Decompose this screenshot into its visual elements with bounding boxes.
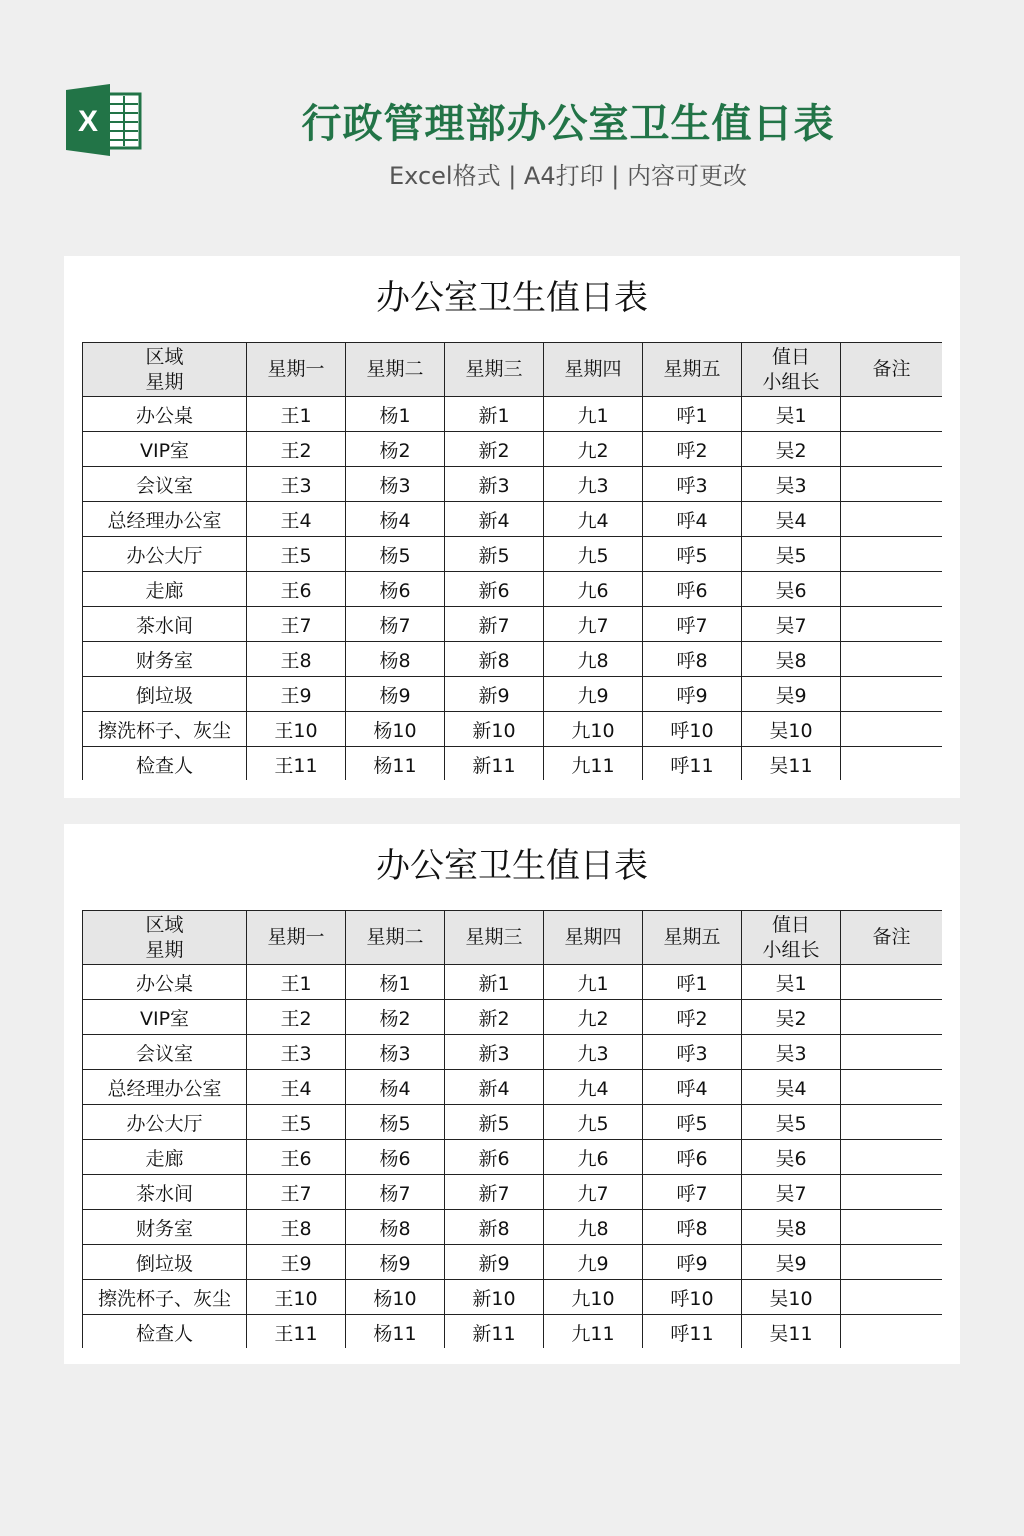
area-cell: 检查人 bbox=[83, 747, 247, 781]
friday-cell: 呼3 bbox=[643, 467, 742, 502]
tuesday-cell: 杨1 bbox=[346, 965, 445, 1000]
tuesday-cell: 杨5 bbox=[346, 537, 445, 572]
tuesday-cell: 杨7 bbox=[346, 1175, 445, 1210]
wednesday-cell: 新4 bbox=[445, 502, 544, 537]
friday-cell: 呼2 bbox=[643, 432, 742, 467]
monday-cell: 王1 bbox=[247, 965, 346, 1000]
page-subtitle: Excel格式 | A4打印 | 内容可更改 bbox=[389, 162, 747, 190]
monday-cell: 王1 bbox=[247, 397, 346, 432]
leader-label-bottom: 小组长 bbox=[762, 370, 820, 393]
notes-cell bbox=[841, 1280, 943, 1315]
notes-cell bbox=[841, 397, 943, 432]
table-row bbox=[83, 712, 943, 747]
notes-cell bbox=[841, 502, 943, 537]
friday-cell: 呼7 bbox=[643, 1175, 742, 1210]
table-body bbox=[83, 397, 943, 781]
header-monday: 星期一 bbox=[247, 911, 346, 965]
thursday-cell: 九4 bbox=[544, 502, 643, 537]
table-row bbox=[83, 467, 943, 502]
leader-cell: 吴10 bbox=[742, 712, 841, 747]
area-cell: 检查人 bbox=[83, 1315, 247, 1349]
monday-cell: 王8 bbox=[247, 1210, 346, 1245]
wednesday-cell: 新5 bbox=[445, 1105, 544, 1140]
monday-cell: 王10 bbox=[247, 1280, 346, 1315]
thursday-cell: 九9 bbox=[544, 1245, 643, 1280]
notes-cell bbox=[841, 677, 943, 712]
tuesday-cell: 杨4 bbox=[346, 1070, 445, 1105]
leader-cell: 吴8 bbox=[742, 642, 841, 677]
tuesday-cell: 杨10 bbox=[346, 712, 445, 747]
header-corner-cell bbox=[83, 911, 247, 965]
thursday-cell: 九2 bbox=[544, 1000, 643, 1035]
table-row bbox=[83, 1280, 943, 1315]
table-row bbox=[83, 1000, 943, 1035]
wednesday-cell: 新4 bbox=[445, 1070, 544, 1105]
wednesday-cell: 新9 bbox=[445, 677, 544, 712]
wednesday-cell: 新10 bbox=[445, 1280, 544, 1315]
sheet-card-1 bbox=[64, 256, 960, 798]
tuesday-cell: 杨6 bbox=[346, 1140, 445, 1175]
notes-cell bbox=[841, 1140, 943, 1175]
leader-cell: 吴4 bbox=[742, 1070, 841, 1105]
thursday-cell: 九5 bbox=[544, 1105, 643, 1140]
table-row bbox=[83, 1210, 943, 1245]
thursday-cell: 九10 bbox=[544, 1280, 643, 1315]
tuesday-cell: 杨8 bbox=[346, 642, 445, 677]
leader-cell: 吴8 bbox=[742, 1210, 841, 1245]
friday-cell: 呼10 bbox=[643, 1280, 742, 1315]
table-body bbox=[83, 965, 943, 1349]
friday-cell: 呼5 bbox=[643, 537, 742, 572]
sheet-title: 办公室卫生值日表 bbox=[376, 846, 648, 886]
corner-weekday-label: 星期 bbox=[145, 370, 184, 393]
area-cell: VIP室 bbox=[83, 432, 247, 467]
header-wednesday: 星期三 bbox=[445, 343, 544, 397]
table-row bbox=[83, 1175, 943, 1210]
monday-cell: 王9 bbox=[247, 677, 346, 712]
monday-cell: 王3 bbox=[247, 1035, 346, 1070]
notes-cell bbox=[841, 1035, 943, 1070]
tuesday-cell: 杨3 bbox=[346, 1035, 445, 1070]
leader-label-top: 值日 bbox=[771, 345, 810, 368]
thursday-cell: 九4 bbox=[544, 1070, 643, 1105]
area-cell: 办公大厅 bbox=[83, 537, 247, 572]
header-friday: 星期五 bbox=[643, 343, 742, 397]
sheet-title: 办公室卫生值日表 bbox=[376, 278, 648, 318]
tuesday-cell: 杨3 bbox=[346, 467, 445, 502]
duty-table bbox=[82, 342, 942, 780]
thursday-cell: 九11 bbox=[544, 1315, 643, 1349]
notes-cell bbox=[841, 607, 943, 642]
table-row bbox=[83, 965, 943, 1000]
table-row bbox=[83, 1245, 943, 1280]
table-row bbox=[83, 677, 943, 712]
monday-cell: 王11 bbox=[247, 1315, 346, 1349]
friday-cell: 呼11 bbox=[643, 1315, 742, 1349]
table-row bbox=[83, 1140, 943, 1175]
sheet-card-2 bbox=[64, 824, 960, 1364]
area-cell: 会议室 bbox=[83, 467, 247, 502]
header-notes: 备注 bbox=[841, 343, 943, 397]
friday-cell: 呼4 bbox=[643, 1070, 742, 1105]
thursday-cell: 九9 bbox=[544, 677, 643, 712]
thursday-cell: 九3 bbox=[544, 1035, 643, 1070]
wednesday-cell: 新3 bbox=[445, 467, 544, 502]
monday-cell: 王5 bbox=[247, 537, 346, 572]
wednesday-cell: 新7 bbox=[445, 607, 544, 642]
friday-cell: 呼6 bbox=[643, 572, 742, 607]
tuesday-cell: 杨10 bbox=[346, 1280, 445, 1315]
wednesday-cell: 新11 bbox=[445, 747, 544, 781]
friday-cell: 呼8 bbox=[643, 642, 742, 677]
leader-cell: 吴6 bbox=[742, 572, 841, 607]
notes-cell bbox=[841, 1175, 943, 1210]
thursday-cell: 九6 bbox=[544, 572, 643, 607]
friday-cell: 呼6 bbox=[643, 1140, 742, 1175]
table-row bbox=[83, 747, 943, 781]
header-corner-cell bbox=[83, 343, 247, 397]
thursday-cell: 九8 bbox=[544, 642, 643, 677]
friday-cell: 呼1 bbox=[643, 397, 742, 432]
leader-cell: 吴4 bbox=[742, 502, 841, 537]
header-thursday: 星期四 bbox=[544, 343, 643, 397]
header-tuesday: 星期二 bbox=[346, 911, 445, 965]
notes-cell bbox=[841, 712, 943, 747]
tuesday-cell: 杨6 bbox=[346, 572, 445, 607]
notes-cell bbox=[841, 467, 943, 502]
leader-cell: 吴11 bbox=[742, 747, 841, 781]
header-monday: 星期一 bbox=[247, 343, 346, 397]
friday-cell: 呼4 bbox=[643, 502, 742, 537]
table-row bbox=[83, 502, 943, 537]
wednesday-cell: 新5 bbox=[445, 537, 544, 572]
leader-cell: 吴3 bbox=[742, 1035, 841, 1070]
tuesday-cell: 杨9 bbox=[346, 1245, 445, 1280]
notes-cell bbox=[841, 432, 943, 467]
monday-cell: 王3 bbox=[247, 467, 346, 502]
area-cell: 会议室 bbox=[83, 1035, 247, 1070]
wednesday-cell: 新1 bbox=[445, 397, 544, 432]
thursday-cell: 九2 bbox=[544, 432, 643, 467]
leader-cell: 吴10 bbox=[742, 1280, 841, 1315]
monday-cell: 王9 bbox=[247, 1245, 346, 1280]
thursday-cell: 九1 bbox=[544, 965, 643, 1000]
leader-cell: 吴2 bbox=[742, 1000, 841, 1035]
monday-cell: 王6 bbox=[247, 1140, 346, 1175]
wednesday-cell: 新2 bbox=[445, 1000, 544, 1035]
table-row bbox=[83, 1070, 943, 1105]
excel-icon bbox=[66, 84, 142, 156]
monday-cell: 王2 bbox=[247, 1000, 346, 1035]
thursday-cell: 九3 bbox=[544, 467, 643, 502]
tuesday-cell: 杨7 bbox=[346, 607, 445, 642]
monday-cell: 王8 bbox=[247, 642, 346, 677]
monday-cell: 王5 bbox=[247, 1105, 346, 1140]
page-title: 行政管理部办公室卫生值日表 bbox=[301, 101, 835, 147]
monday-cell: 王7 bbox=[247, 1175, 346, 1210]
wednesday-cell: 新7 bbox=[445, 1175, 544, 1210]
friday-cell: 呼3 bbox=[643, 1035, 742, 1070]
monday-cell: 王6 bbox=[247, 572, 346, 607]
area-cell: 茶水间 bbox=[83, 607, 247, 642]
tuesday-cell: 杨5 bbox=[346, 1105, 445, 1140]
tuesday-cell: 杨9 bbox=[346, 677, 445, 712]
monday-cell: 王2 bbox=[247, 432, 346, 467]
header-notes: 备注 bbox=[841, 911, 943, 965]
header-wednesday: 星期三 bbox=[445, 911, 544, 965]
header-leader-cell bbox=[742, 911, 841, 965]
wednesday-cell: 新6 bbox=[445, 572, 544, 607]
area-cell: 倒垃圾 bbox=[83, 1245, 247, 1280]
friday-cell: 呼10 bbox=[643, 712, 742, 747]
area-cell: 总经理办公室 bbox=[83, 1070, 247, 1105]
thursday-cell: 九10 bbox=[544, 712, 643, 747]
tuesday-cell: 杨8 bbox=[346, 1210, 445, 1245]
area-cell: 财务室 bbox=[83, 642, 247, 677]
area-cell: 走廊 bbox=[83, 1140, 247, 1175]
tuesday-cell: 杨4 bbox=[346, 502, 445, 537]
corner-area-label: 区域 bbox=[145, 913, 184, 936]
leader-cell: 吴1 bbox=[742, 397, 841, 432]
leader-label-bottom: 小组长 bbox=[762, 938, 820, 961]
leader-cell: 吴9 bbox=[742, 1245, 841, 1280]
table-header-row bbox=[83, 343, 943, 397]
area-cell: 走廊 bbox=[83, 572, 247, 607]
table-row bbox=[83, 1105, 943, 1140]
duty-table bbox=[82, 910, 942, 1348]
tuesday-cell: 杨2 bbox=[346, 1000, 445, 1035]
leader-cell: 吴11 bbox=[742, 1315, 841, 1349]
header-leader-cell bbox=[742, 343, 841, 397]
friday-cell: 呼7 bbox=[643, 607, 742, 642]
friday-cell: 呼11 bbox=[643, 747, 742, 781]
area-cell: VIP室 bbox=[83, 1000, 247, 1035]
corner-area-label: 区域 bbox=[145, 345, 184, 368]
monday-cell: 王7 bbox=[247, 607, 346, 642]
leader-cell: 吴1 bbox=[742, 965, 841, 1000]
excel-logo-letter: X bbox=[77, 105, 99, 138]
table-row bbox=[83, 397, 943, 432]
monday-cell: 王10 bbox=[247, 712, 346, 747]
header-friday: 星期五 bbox=[643, 911, 742, 965]
wednesday-cell: 新3 bbox=[445, 1035, 544, 1070]
wednesday-cell: 新1 bbox=[445, 965, 544, 1000]
friday-cell: 呼2 bbox=[643, 1000, 742, 1035]
friday-cell: 呼8 bbox=[643, 1210, 742, 1245]
corner-weekday-label: 星期 bbox=[145, 938, 184, 961]
thursday-cell: 九7 bbox=[544, 607, 643, 642]
leader-label-top: 值日 bbox=[771, 913, 810, 936]
tuesday-cell: 杨11 bbox=[346, 1315, 445, 1349]
table-row bbox=[83, 537, 943, 572]
notes-cell bbox=[841, 1210, 943, 1245]
notes-cell bbox=[841, 1245, 943, 1280]
notes-cell bbox=[841, 642, 943, 677]
area-cell: 倒垃圾 bbox=[83, 677, 247, 712]
wednesday-cell: 新10 bbox=[445, 712, 544, 747]
friday-cell: 呼1 bbox=[643, 965, 742, 1000]
notes-cell bbox=[841, 1070, 943, 1105]
thursday-cell: 九8 bbox=[544, 1210, 643, 1245]
notes-cell bbox=[841, 747, 943, 781]
tuesday-cell: 杨11 bbox=[346, 747, 445, 781]
thursday-cell: 九5 bbox=[544, 537, 643, 572]
leader-cell: 吴5 bbox=[742, 537, 841, 572]
friday-cell: 呼5 bbox=[643, 1105, 742, 1140]
thursday-cell: 九1 bbox=[544, 397, 643, 432]
header-thursday: 星期四 bbox=[544, 911, 643, 965]
monday-cell: 王11 bbox=[247, 747, 346, 781]
table-row bbox=[83, 607, 943, 642]
wednesday-cell: 新8 bbox=[445, 1210, 544, 1245]
thursday-cell: 九7 bbox=[544, 1175, 643, 1210]
monday-cell: 王4 bbox=[247, 502, 346, 537]
notes-cell bbox=[841, 1315, 943, 1349]
thursday-cell: 九6 bbox=[544, 1140, 643, 1175]
area-cell: 办公桌 bbox=[83, 397, 247, 432]
wednesday-cell: 新2 bbox=[445, 432, 544, 467]
tuesday-cell: 杨1 bbox=[346, 397, 445, 432]
area-cell: 擦洗杯子、灰尘 bbox=[83, 712, 247, 747]
notes-cell bbox=[841, 1000, 943, 1035]
leader-cell: 吴6 bbox=[742, 1140, 841, 1175]
notes-cell bbox=[841, 537, 943, 572]
leader-cell: 吴7 bbox=[742, 1175, 841, 1210]
tuesday-cell: 杨2 bbox=[346, 432, 445, 467]
notes-cell bbox=[841, 572, 943, 607]
leader-cell: 吴9 bbox=[742, 677, 841, 712]
leader-cell: 吴5 bbox=[742, 1105, 841, 1140]
wednesday-cell: 新9 bbox=[445, 1245, 544, 1280]
area-cell: 茶水间 bbox=[83, 1175, 247, 1210]
notes-cell bbox=[841, 1105, 943, 1140]
table-row bbox=[83, 1035, 943, 1070]
leader-cell: 吴2 bbox=[742, 432, 841, 467]
friday-cell: 呼9 bbox=[643, 677, 742, 712]
leader-cell: 吴3 bbox=[742, 467, 841, 502]
wednesday-cell: 新6 bbox=[445, 1140, 544, 1175]
wednesday-cell: 新8 bbox=[445, 642, 544, 677]
table-row bbox=[83, 432, 943, 467]
area-cell: 总经理办公室 bbox=[83, 502, 247, 537]
table-row bbox=[83, 642, 943, 677]
leader-cell: 吴7 bbox=[742, 607, 841, 642]
table-row bbox=[83, 1315, 943, 1349]
notes-cell bbox=[841, 965, 943, 1000]
area-cell: 办公大厅 bbox=[83, 1105, 247, 1140]
thursday-cell: 九11 bbox=[544, 747, 643, 781]
header-tuesday: 星期二 bbox=[346, 343, 445, 397]
area-cell: 办公桌 bbox=[83, 965, 247, 1000]
monday-cell: 王4 bbox=[247, 1070, 346, 1105]
wednesday-cell: 新11 bbox=[445, 1315, 544, 1349]
area-cell: 财务室 bbox=[83, 1210, 247, 1245]
table-row bbox=[83, 572, 943, 607]
friday-cell: 呼9 bbox=[643, 1245, 742, 1280]
table-header-row bbox=[83, 911, 943, 965]
area-cell: 擦洗杯子、灰尘 bbox=[83, 1280, 247, 1315]
